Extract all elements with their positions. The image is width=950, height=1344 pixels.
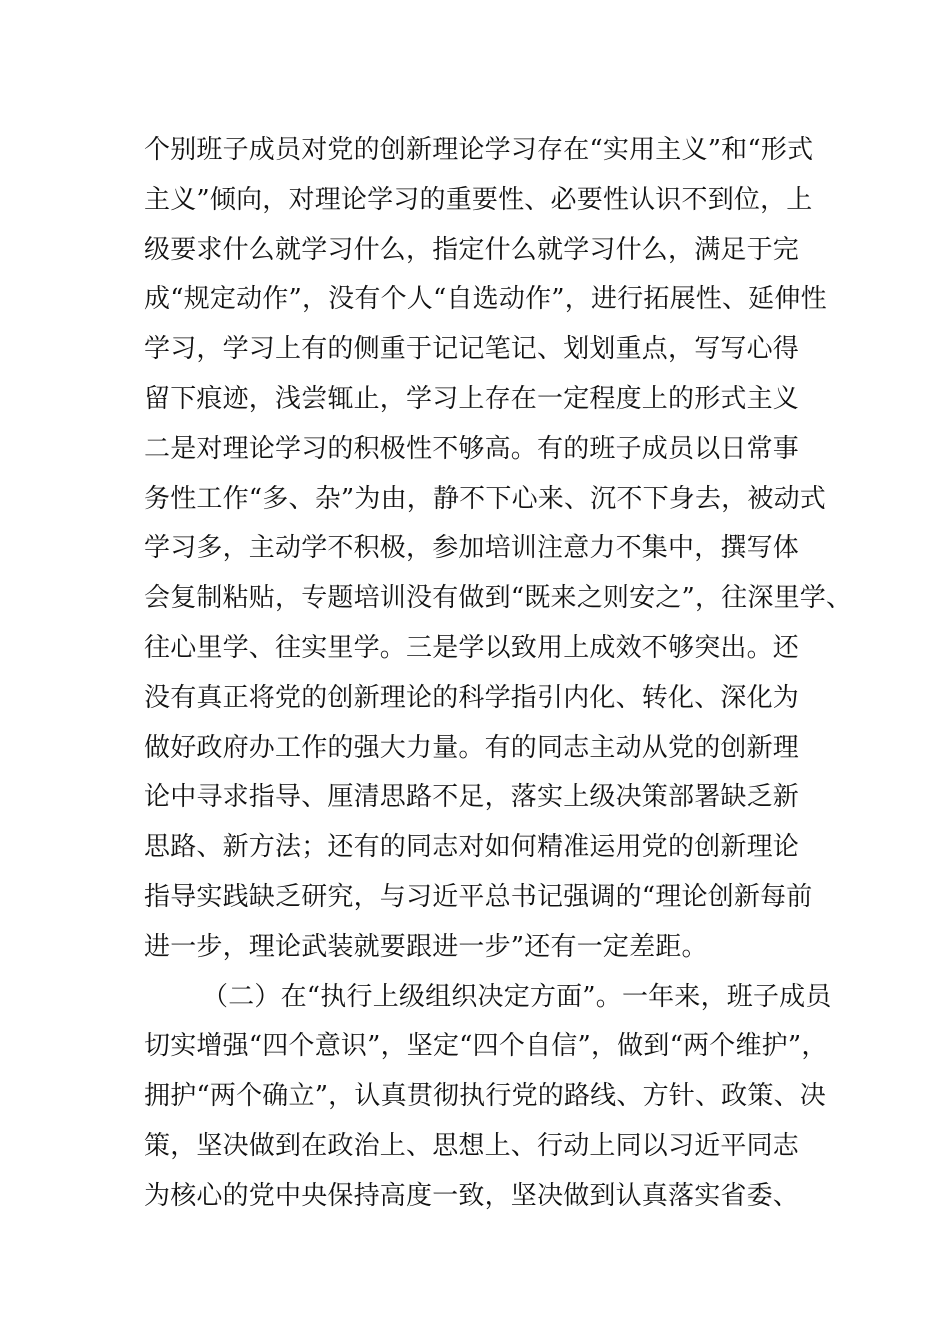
text-line: 策，坚决做到在政治上、思想上、行动上同以习近平同志 [144, 1130, 800, 1161]
text-line: 思路、新方法；还有的同志对如何精准运用党的创新理论 [144, 832, 800, 863]
text-line: 做好政府办工作的强大力量。有的同志主动从党的创新理 [144, 732, 800, 763]
text-line: 论中寻求指导、厘清思路不足，落实上级决策部署缺乏新 [144, 782, 800, 813]
text-line: 会复制粘贴，专题培训没有做到“既来之则安之”，往深里学、 [144, 583, 853, 614]
section-heading-line: （二）在“执行上级组织决定方面”。一年来，班子成员 [202, 981, 832, 1012]
text-line: 成“规定动作”，没有个人“自选动作”，进行拓展性、延伸性 [144, 284, 827, 315]
text-line: 指导实践缺乏研究，与习近平总书记强调的“理论创新每前 [144, 881, 813, 912]
text-line: 级要求什么就学习什么，指定什么就学习什么，满足于完 [144, 234, 800, 265]
text-line: 切实增强“四个意识”，坚定“四个自信”，做到“两个维护”， [144, 1031, 828, 1062]
text-line: 留下痕迹，浅尝辄止，学习上存在一定程度上的形式主义 [144, 383, 800, 414]
text-line: 务性工作“多、杂”为由，静不下心来、沉不下身去，被动式 [144, 483, 826, 514]
text-line: 往心里学、往实里学。三是学以致用上成效不够突出。还 [144, 632, 800, 663]
text-line: 学习，学习上有的侧重于记记笔记、划划重点，写写心得 [144, 334, 800, 365]
text-line: 个别班子成员对党的创新理论学习存在“实用主义”和“形式 [144, 135, 814, 165]
text-line: 进一步，理论武装就要跟进一步”还有一定差距。 [144, 931, 708, 962]
text-line: 拥护“两个确立”，认真贯彻执行党的路线、方针、政策、决 [144, 1081, 826, 1112]
text-line: 学习多，主动学不积极，参加培训注意力不集中，撰写体 [144, 533, 800, 564]
text-line: 为核心的党中央保持高度一致，坚决做到认真落实省委、 [144, 1180, 800, 1211]
text-line: 没有真正将党的创新理论的科学指引内化、转化、深化为 [144, 682, 800, 713]
body-text [144, 126, 853, 1222]
text-line: 主义”倾向，对理论学习的重要性、必要性认识不到位，上 [144, 184, 813, 215]
text-line: 二是对理论学习的积极性不够高。有的班子成员以日常事 [144, 433, 800, 464]
